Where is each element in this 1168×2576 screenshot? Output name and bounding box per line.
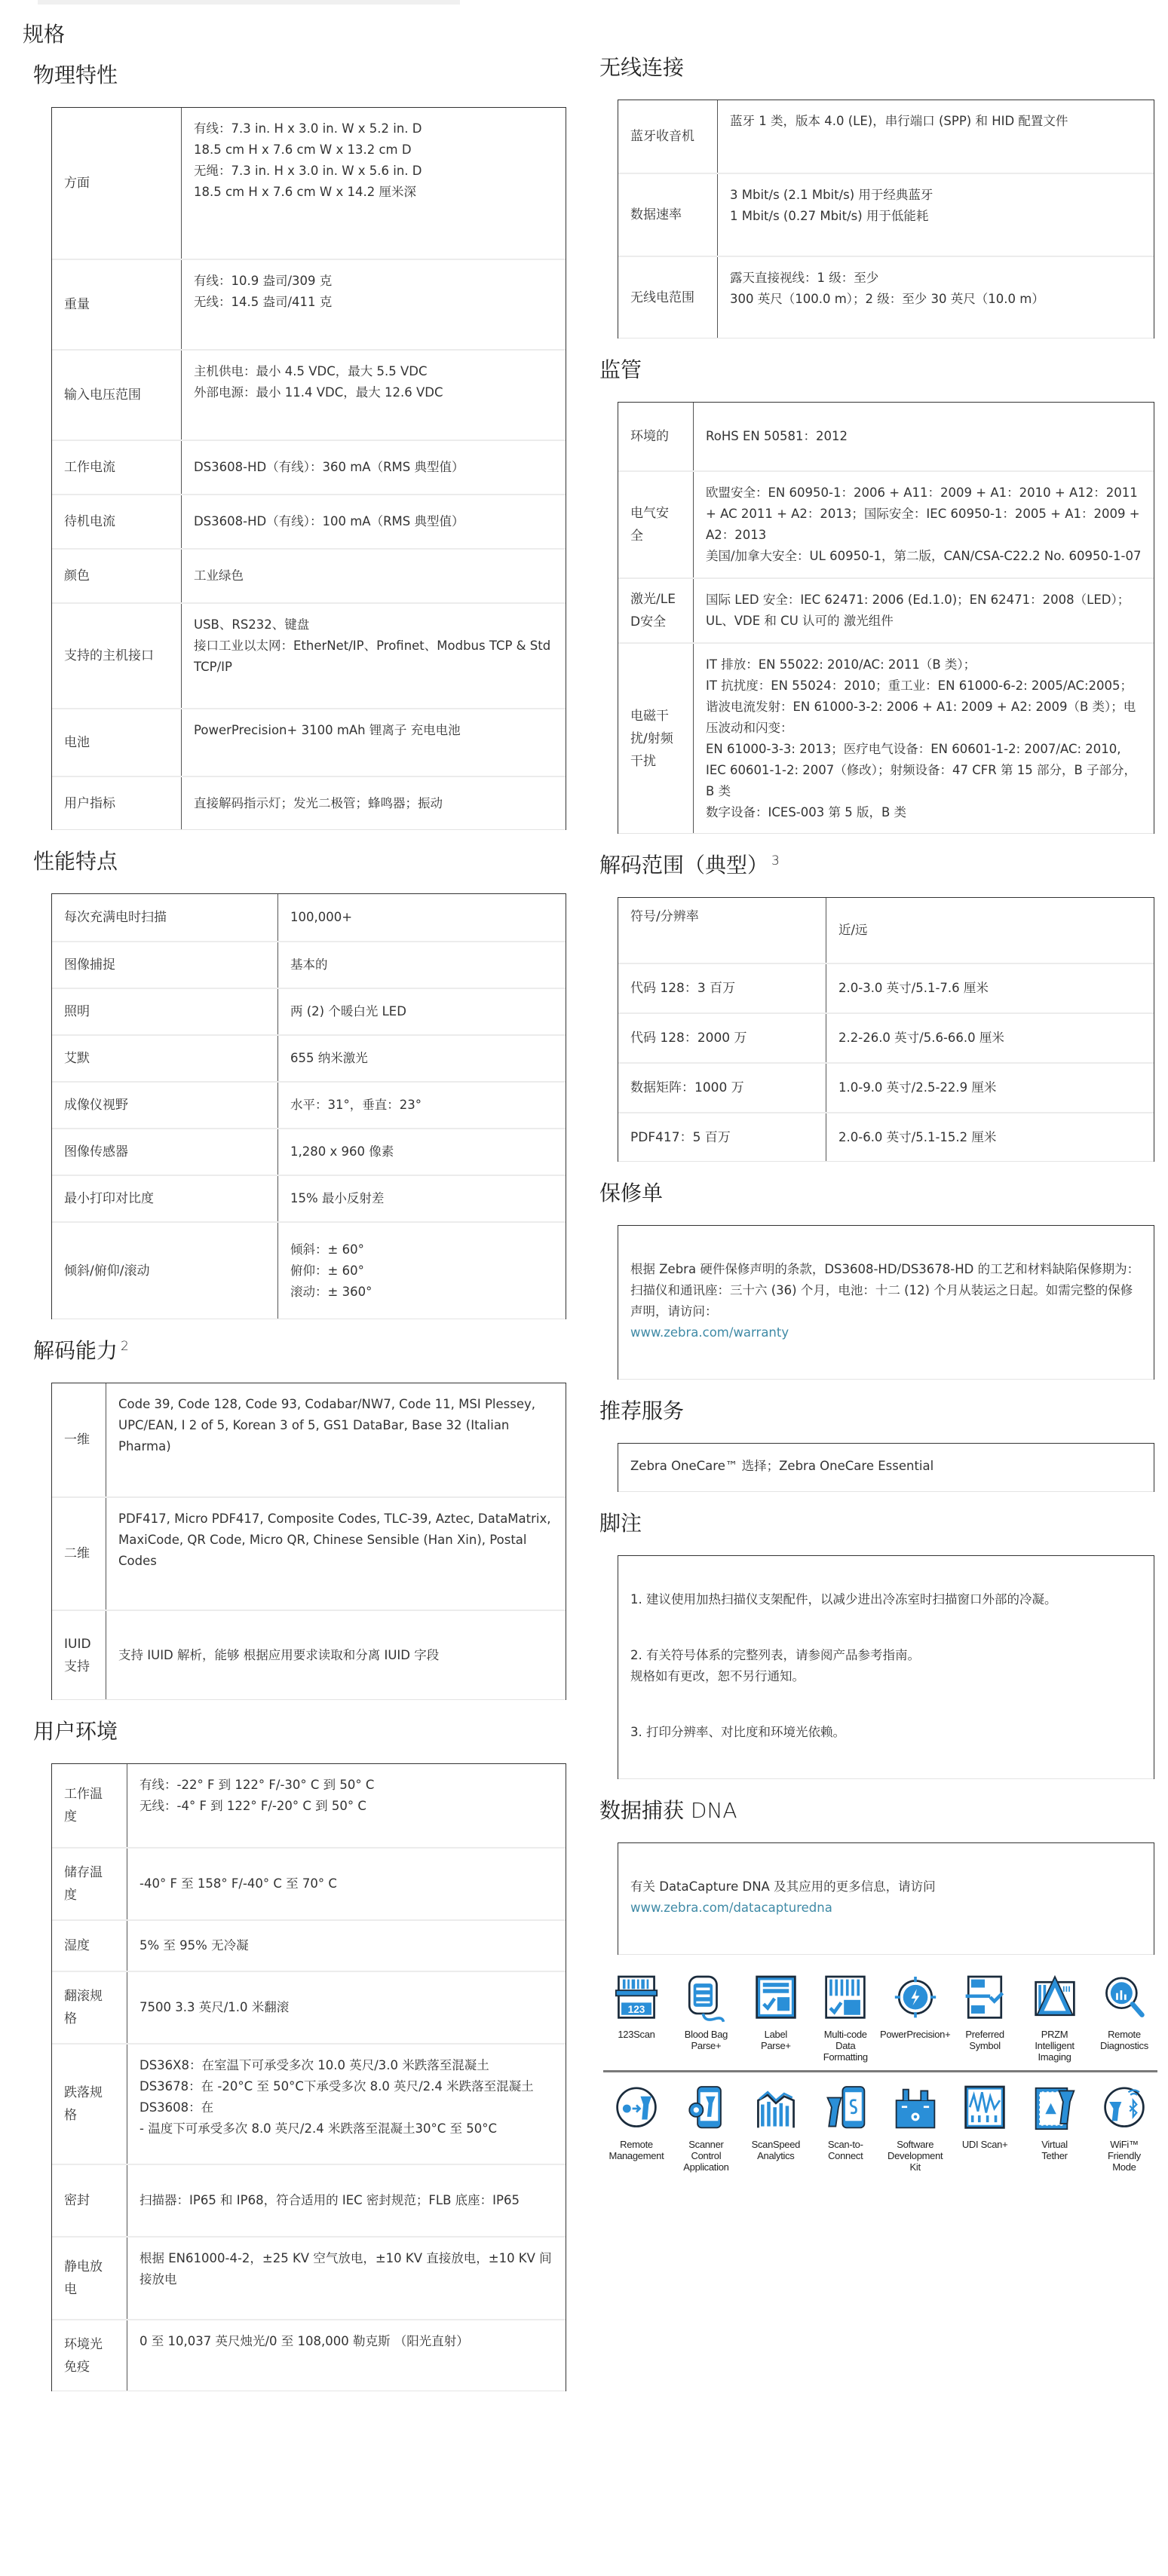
dna-tool-scan-to-connect [812, 2081, 878, 2173]
footnotes-box [618, 1555, 1154, 1779]
row-value: DS3608-HD（有线）：100 mA（RMS 典型值） [194, 514, 464, 528]
table-row [52, 941, 566, 988]
row-value: RoHS EN 50581：2012 [706, 429, 848, 443]
table-row [52, 494, 566, 548]
row-key: 图像捕捉 [52, 942, 278, 988]
table-row [52, 259, 566, 349]
table-row [52, 2319, 566, 2391]
footnote-item: 2. 有关符号体系的完整列表，请参阅产品参考指南。 规格如有更改，恕不另行通知。 [630, 1648, 920, 1683]
icon-label: PowerPrecision+ [879, 2029, 951, 2040]
row-symbol: 代码 128：3 百万 [618, 964, 826, 1012]
dna-tool-power-precision [879, 1971, 951, 2063]
table-row [52, 1081, 566, 1128]
row-key: 储存温度 [52, 1849, 127, 1919]
dna-tool-label-parse [743, 1971, 809, 2063]
dna-tool-wifi-friendly [1091, 2081, 1157, 2173]
warranty-text [618, 1226, 1154, 1380]
icon-label: Virtual Tether [1041, 2139, 1068, 2161]
row-value: IT 排放：EN 55022: 2010/AC: 2011（B 类）； IT 抗扰度：EN 55024：2010；重工业：EN 61000-6-2: 2005/AC:2005；谐波电流发射：EN 61000-3-2: 2006 + A1: 2009 + A2: 2009（B 类）；电压波动和闪变： EN 61000-3-3: 2013；医疗电气设备：EN 60601-1-2: 2007/AC: 2010, IEC 60601-1-2: 2007（修改）；射频设备：47 CFR 第 15 部分，B 子部分，B 类 数字设备：ICES-003 第 5 版，B 类 [706, 657, 1137, 819]
decode-range-table [618, 897, 1154, 1162]
table-row [52, 1128, 566, 1175]
icon-label: UDI Scan+ [961, 2139, 1008, 2150]
row-value: 主机供电：最小 4.5 VDC，最大 5.5 VDC 外部电源：最小 11.4 VDC，最大 12.6 VDC [194, 364, 443, 400]
row-key: 支持的主机接口 [52, 604, 182, 708]
row-value: 水平：31°，垂直：23° [290, 1098, 422, 1112]
row-value: 两 (2) 个暖白光 LED [290, 1004, 406, 1018]
row-key: 每次充满电时扫描 [52, 894, 278, 941]
icon-label: Scan-to-Connect [827, 2139, 863, 2161]
section-title-regulatory: 监管 [599, 357, 642, 382]
table-row [52, 1919, 566, 1971]
table-row [52, 548, 566, 602]
table-row [618, 470, 1154, 577]
physical-table [51, 107, 566, 830]
dna-tool-remote-diagnostics [1091, 1971, 1157, 2063]
decode-title-text: 解码能力 [33, 1338, 118, 1363]
dna-tool-scanner-control [673, 2081, 739, 2173]
row-key: 输入电压范围 [52, 351, 182, 440]
scanner-control-icon [684, 2081, 728, 2136]
left-column [0, 0, 588, 2408]
icon-label: Remote Diagnostics [1100, 2029, 1148, 2051]
scan-to-connect-icon [823, 2081, 867, 2136]
wireless-table [618, 100, 1154, 338]
section-title-warranty: 保修单 [599, 1181, 664, 1205]
table-row [618, 1112, 1154, 1162]
regulatory-table [618, 402, 1154, 834]
footnote-ref: 3 [771, 853, 780, 868]
environment-table [51, 1763, 566, 2391]
row-key: 颜色 [52, 550, 182, 602]
section-title-wireless: 无线连接 [599, 55, 685, 80]
table-row [52, 776, 566, 830]
123scan-icon [615, 1971, 658, 2026]
footnote-ref: 2 [121, 1338, 129, 1354]
table-row [618, 963, 1154, 1012]
dna-tool-udi-scan [952, 2081, 1018, 2173]
row-value: DS3608-HD（有线）：360 mA（RMS 典型值） [194, 460, 464, 474]
dna-link[interactable]: www.zebra.com/datacapturedna [630, 1901, 832, 1915]
virtual-tether-icon [1033, 2081, 1077, 2136]
row-key: 最小打印对比度 [52, 1176, 278, 1221]
row-value: 有线：10.9 盎司/309 克 无线：14.5 盎司/411 克 [194, 274, 333, 309]
udi-scan-icon [963, 2081, 1007, 2136]
warranty-body: 根据 Zebra 硬件保修声明的条款，DS3608-HD/DS3678-HD 的工艺和材料缺陷保修期为：扫描仪和通讯座：三十六 (36) 个月，电池：十二 (12) 个月从装运之日起。如需完整的保修声明，请访问： [630, 1262, 1140, 1319]
services-box [618, 1443, 1154, 1492]
footnote-item: 1. 建议使用加热扫描仪支架配件，以减少进出冷冻室时扫描窗口外部的冷凝。 [630, 1592, 1057, 1607]
section-title-dna: 数据捕获 DNA [599, 1798, 737, 1823]
table-row [52, 349, 566, 440]
warranty-link[interactable]: www.zebra.com/warranty [630, 1325, 789, 1340]
svg-text:123: 123 [627, 2004, 645, 2016]
icon-label: Remote Management [609, 2139, 664, 2161]
icon-label: Software Development Kit [887, 2139, 943, 2173]
table-row [618, 1012, 1154, 1062]
remote-management-icon [615, 2081, 658, 2136]
label-parse-icon [754, 1971, 798, 2026]
row-value: 有线：-22° F 到 122° F/-30° C 到 50° C 无线：-4° F 到 122° F/-20° C 到 50° C [139, 1778, 375, 1813]
section-title-decode [33, 1336, 566, 1366]
row-value: PDF417, Micro PDF417, Composite Codes, TLC-39, Aztec, DataMatrix, MaxiCode, QR Code, Micro QR, Chinese Sensible (Han Xin), Postal Codes [118, 1512, 551, 1568]
row-range: 1.0-9.0 英寸/2.5-22.9 厘米 [838, 1080, 997, 1095]
row-key: 数据速率 [618, 174, 718, 256]
row-value: 支持 IUID 解析，能够 根据应用要求读取和分离 IUID 字段 [118, 1648, 440, 1662]
icon-label: Multi-code Data Formatting [823, 2029, 868, 2063]
icon-label: 123Scan [618, 2029, 655, 2040]
right-column [588, 0, 1168, 2173]
row-value: USB、RS232、键盘 接口工业以太网：EtherNet/IP、Profinet、Modbus TCP & Std TCP/IP [194, 617, 551, 674]
row-value: 100,000+ [290, 910, 353, 924]
row-value: 根据 EN61000-4-2，±25 KV 空气放电，±10 KV 直接放电，±10 KV 间接放电 [139, 2251, 552, 2287]
sdk-icon [894, 2081, 937, 2136]
dna-tool-blood-bag [673, 1971, 739, 2063]
section-title-physical: 物理特性 [33, 63, 118, 87]
table-row [52, 1496, 566, 1610]
table-row [52, 1610, 566, 1700]
footnote-item: 3. 打印分辨率、对比度和环境光依赖。 [630, 1725, 845, 1739]
row-value: 扫描器：IP65 和 IP68，符合适用的 IEC 密封规范；FLB 底座：IP65 [139, 2193, 520, 2207]
row-key: 密封 [52, 2165, 127, 2236]
decode-range-title-text: 解码范围（典型） [599, 853, 769, 878]
section-title-environment: 用户环境 [33, 1719, 118, 1744]
row-value: 655 纳米激光 [290, 1051, 368, 1065]
row-key: 湿度 [52, 1921, 127, 1971]
row-key: 二维 [52, 1498, 106, 1610]
scanspeed-analytics-icon [754, 2081, 798, 2136]
row-value: Code 39, Code 128, Code 93, Codabar/NW7, Code 11, MSI Plessey, UPC/EAN, I 2 of 5, Korean 3 of 5, GS1 DataBar, Base 32 (Italian Pharma) [118, 1397, 536, 1453]
table-row [52, 1221, 566, 1319]
dna-body: 有关 DataCapture DNA 及其应用的更多信息，请访问 [630, 1879, 936, 1894]
table-row [52, 894, 566, 941]
row-key: 图像传感器 [52, 1129, 278, 1175]
row-value: 3 Mbit/s (2.1 Mbit/s) 用于经典蓝牙 1 Mbit/s (0.27 Mbit/s) 用于低能耗 [730, 188, 933, 223]
table-row [52, 988, 566, 1034]
row-value: 基本的 [290, 957, 328, 972]
dna-tool-przm [1022, 1971, 1088, 2063]
przm-icon [1033, 1971, 1077, 2026]
services-text: Zebra OneCare™ 选择；Zebra OneCare Essential [630, 1459, 934, 1473]
dna-tool-preferred-symbol [952, 1971, 1018, 2063]
power-precision-icon [894, 1971, 937, 2026]
row-value: 有线：7.3 in. H x 3.0 in. W x 5.2 in. D 18.5 cm H x 7.6 cm W x 13.2 cm D 无绳：7.3 in. H x 3.0 in. W x 5.6 in. D 18.5 cm H x 7.6 cm W x 14.2 厘米深 [194, 121, 422, 199]
row-value: 15% 最小反射差 [290, 1191, 385, 1205]
row-key: 倾斜/俯仰/滚动 [52, 1223, 278, 1319]
row-key: 激光/LED安全 [618, 579, 694, 642]
row-value: 0 至 10,037 英尺烛光/0 至 108,000 勒克斯 （阳光直射） [139, 2334, 469, 2348]
row-symbol: PDF417：5 百万 [618, 1113, 826, 1162]
table-row [618, 1062, 1154, 1112]
row-value: 5% 至 95% 无冷凝 [139, 1938, 249, 1953]
row-value: 国际 LED 安全：IEC 62471: 2006 (Ed.1.0)；EN 62471：2008（LED）；UL、VDE 和 CU 认可的 激光组件 [706, 593, 1130, 628]
row-value: DS36X8：在室温下可承受多次 10.0 英尺/3.0 米跌落至混凝土 DS3678：在 -20°C 至 50°C下承受多次 8.0 英尺/2.4 米跌落至混凝土 DS3608：在 - 温度下可承受多次 8.0 英尺/2.4 米跌落至混凝土30°C 至 50°C [139, 2058, 534, 2136]
row-key: 方面 [52, 108, 182, 259]
blood-bag-icon [684, 1971, 728, 2026]
warranty-box [618, 1225, 1154, 1380]
row-range: 2.2-26.0 英寸/5.6-66.0 厘米 [838, 1031, 1004, 1045]
table-row [618, 256, 1154, 338]
table-row [52, 1847, 566, 1919]
dna-text [618, 1843, 1154, 1955]
section-title-footnotes: 脚注 [599, 1511, 642, 1536]
row-key: 环境的 [618, 403, 694, 470]
section-title-decode-range [599, 850, 1154, 881]
dna-tool-remote-management [603, 2081, 670, 2173]
row-key: 用户指标 [52, 777, 182, 830]
table-row [52, 1764, 566, 1847]
row-key: 成像仪视野 [52, 1083, 278, 1128]
section-title-performance: 性能特点 [33, 849, 118, 874]
row-value: 蓝牙 1 类，版本 4.0 (LE)，串行端口 (SPP) 和 HID 配置文件 [730, 114, 1068, 128]
decode-table [51, 1383, 566, 1700]
row-key: 工作温度 [52, 1764, 127, 1847]
row-key: 静电放电 [52, 2238, 127, 2319]
column-header-range: 近/远 [838, 923, 868, 937]
icon-label: Blood Bag Parse+ [684, 2029, 728, 2051]
dna-box [618, 1842, 1154, 1955]
table-row [52, 2236, 566, 2319]
icon-label: Label Parse+ [760, 2029, 791, 2051]
row-key: 跌落规格 [52, 2045, 127, 2164]
multi-code-icon [823, 1971, 867, 2026]
dna-tool-123scan [603, 1971, 670, 2063]
column-header-symbol: 符号/分辨率 [618, 898, 826, 963]
icon-divider [603, 2070, 1157, 2072]
icon-row-2 [603, 2081, 1157, 2173]
section-title-services: 推荐服务 [599, 1398, 685, 1423]
dna-tool-multi-code [812, 1971, 878, 2063]
preferred-symbol-icon [963, 1971, 1007, 2026]
table-row [52, 1175, 566, 1221]
row-key: 电磁干扰/射频干扰 [618, 644, 694, 834]
icon-row-1 [603, 1971, 1157, 2063]
page-title: 规格 [23, 22, 66, 47]
row-key: 翻滚规格 [52, 1972, 127, 2043]
dna-tool-sdk [882, 2081, 949, 2173]
table-row [618, 642, 1154, 834]
row-key: 无线电范围 [618, 257, 718, 338]
row-value: -40° F 至 158° F/-40° C 至 70° C [139, 1876, 337, 1891]
icon-label: Scanner Control Application [683, 2139, 729, 2173]
row-range: 2.0-6.0 英寸/5.1-15.2 厘米 [838, 1130, 997, 1144]
row-key: 环境光免疫 [52, 2320, 127, 2391]
table-row [618, 577, 1154, 642]
row-symbol: 数据矩阵：1000 万 [618, 1064, 826, 1112]
row-key: 艾默 [52, 1036, 278, 1081]
icon-label: PRZM Intelligent Imaging [1035, 2029, 1074, 2063]
table-row [52, 708, 566, 776]
dna-tool-virtual-tether [1022, 2081, 1088, 2173]
table-row [52, 1034, 566, 1081]
row-value: 1,280 x 960 像素 [290, 1144, 394, 1159]
table-row [618, 403, 1154, 470]
row-range: 2.0-3.0 英寸/5.1-7.6 厘米 [838, 981, 989, 995]
table-row [618, 100, 1154, 173]
table-row [52, 1971, 566, 2043]
table-row [52, 108, 566, 259]
performance-table [51, 893, 566, 1319]
table-row [52, 1383, 566, 1496]
row-key: 电池 [52, 709, 182, 776]
remote-diagnostics-icon [1102, 1971, 1146, 2026]
footnotes-list [618, 1556, 1154, 1779]
row-key: 一维 [52, 1383, 106, 1496]
table-row [52, 602, 566, 708]
row-symbol: 代码 128：2000 万 [618, 1014, 826, 1062]
row-value: 欧盟安全：EN 60950-1：2006 + A11：2009 + A1：2010 + A12：2011 + AC 2011 + A2：2013；国际安全：IEC 60950-1：2005 + A1：2009 + A2：2013 美国/加拿大安全：UL 60950-1，第二版，CAN/CSA-C22.2 No. 60950-1-07 [706, 485, 1142, 563]
icon-label: Preferred Symbol [965, 2029, 1004, 2051]
dna-icon-grid [603, 1971, 1157, 2173]
table-row [52, 2164, 566, 2236]
table-row [52, 440, 566, 494]
row-key: 蓝牙收音机 [618, 100, 718, 173]
row-key: 照明 [52, 989, 278, 1034]
table-row [52, 2043, 566, 2164]
wifi-friendly-icon [1102, 2081, 1146, 2136]
row-key: 电气安全 [618, 472, 694, 577]
icon-label: ScanSpeed Analytics [751, 2139, 801, 2161]
row-key: 重量 [52, 260, 182, 349]
row-value: 工业绿色 [194, 568, 244, 583]
row-value: 倾斜：± 60° 俯仰：± 60° 滚动：± 360° [290, 1242, 372, 1299]
row-value: PowerPrecision+ 3100 mAh 锂离子 充电电池 [194, 723, 461, 737]
row-key: 待机电流 [52, 495, 182, 548]
row-value: 7500 3.3 英尺/1.0 米翻滚 [139, 2000, 290, 2014]
dna-tool-scanspeed-analytics [743, 2081, 809, 2173]
row-value: 露天直接视线：1 级：至少 300 英尺（100.0 m）；2 级：至少 30 英尺（10.0 m） [730, 271, 1044, 306]
row-value: 直接解码指示灯；发光二极管；蜂鸣器；振动 [194, 796, 443, 810]
table-header-row [618, 898, 1154, 963]
icon-label: WiFi™ Friendly Mode [1108, 2139, 1141, 2173]
row-key: 工作电流 [52, 441, 182, 494]
row-key: IUID 支持 [52, 1611, 106, 1700]
table-row [618, 173, 1154, 256]
